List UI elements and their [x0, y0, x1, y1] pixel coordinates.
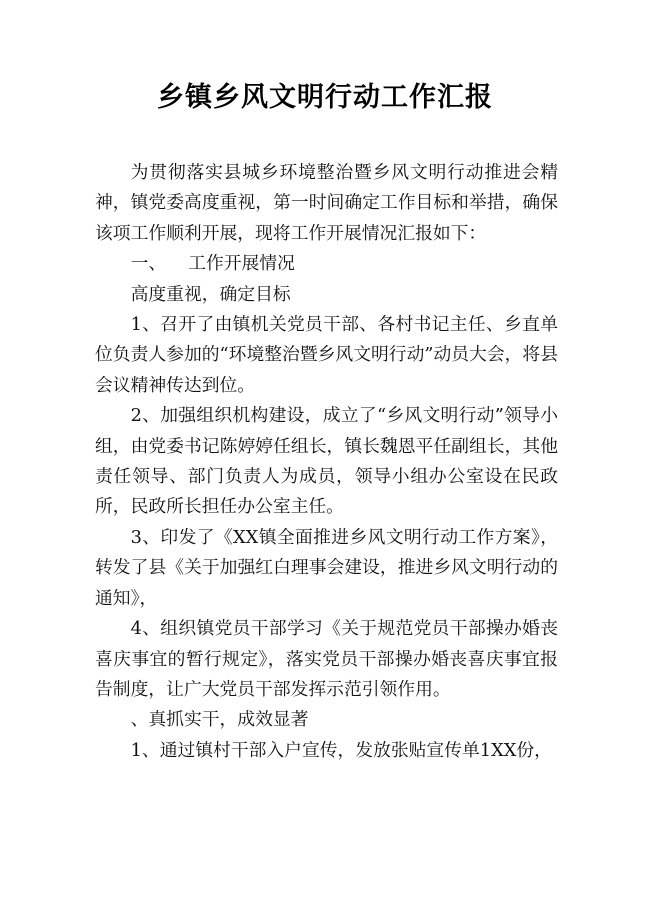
- list-item: 1、召开了由镇机关党员干部、各村书记主任、乡直单位负责人参加的“环境整治暨乡风文明行动”动员大会，将县会议精神传达到位。: [95, 314, 558, 396]
- subheading: 、真抓实干，成效显著: [130, 709, 309, 731]
- list-item: 4、组织镇党员干部学习《关于规范党员干部操办婚丧喜庆事宜的暂行规定》，落实党员干部操办婚丧喜庆事宜报告制度，让广大党员干部发挥示范引领作用。: [95, 618, 558, 700]
- section-heading: [95, 249, 558, 279]
- document-body: [95, 158, 558, 766]
- list-item: 1、通过镇村干部入户宣传，发放张贴宣传单1XX份，: [130, 739, 552, 761]
- intro-paragraph: 为贯彻落实县城乡环境整治暨乡风文明行动推进会精神，镇党委高度重视，第一时间确定工作目标和举措，确保该项工作顺利开展，现将工作开展情况汇报如下：: [95, 162, 558, 244]
- section-number: 一、: [130, 253, 167, 275]
- list-item: 3、印发了《XX镇全面推进乡风文明行动工作方案》，转发了县《关于加强红白理事会建设，推进乡风文明行动的通知》，: [95, 526, 558, 609]
- document-title: 乡镇乡风文明行动工作汇报: [157, 82, 493, 113]
- subheading: 高度重视，确定目标: [130, 283, 291, 305]
- section-heading-text: 工作开展情况: [188, 253, 295, 275]
- list-item: 2、加强组织机构建设，成立了“乡风文明行动”领导小组，由党委书记陈婷婷任组长，镇长魏恩平任副组长，其他责任领导、部门负责人为成员，领导小组办公室设在民政所，民政所长担任办公室主任。: [95, 405, 558, 518]
